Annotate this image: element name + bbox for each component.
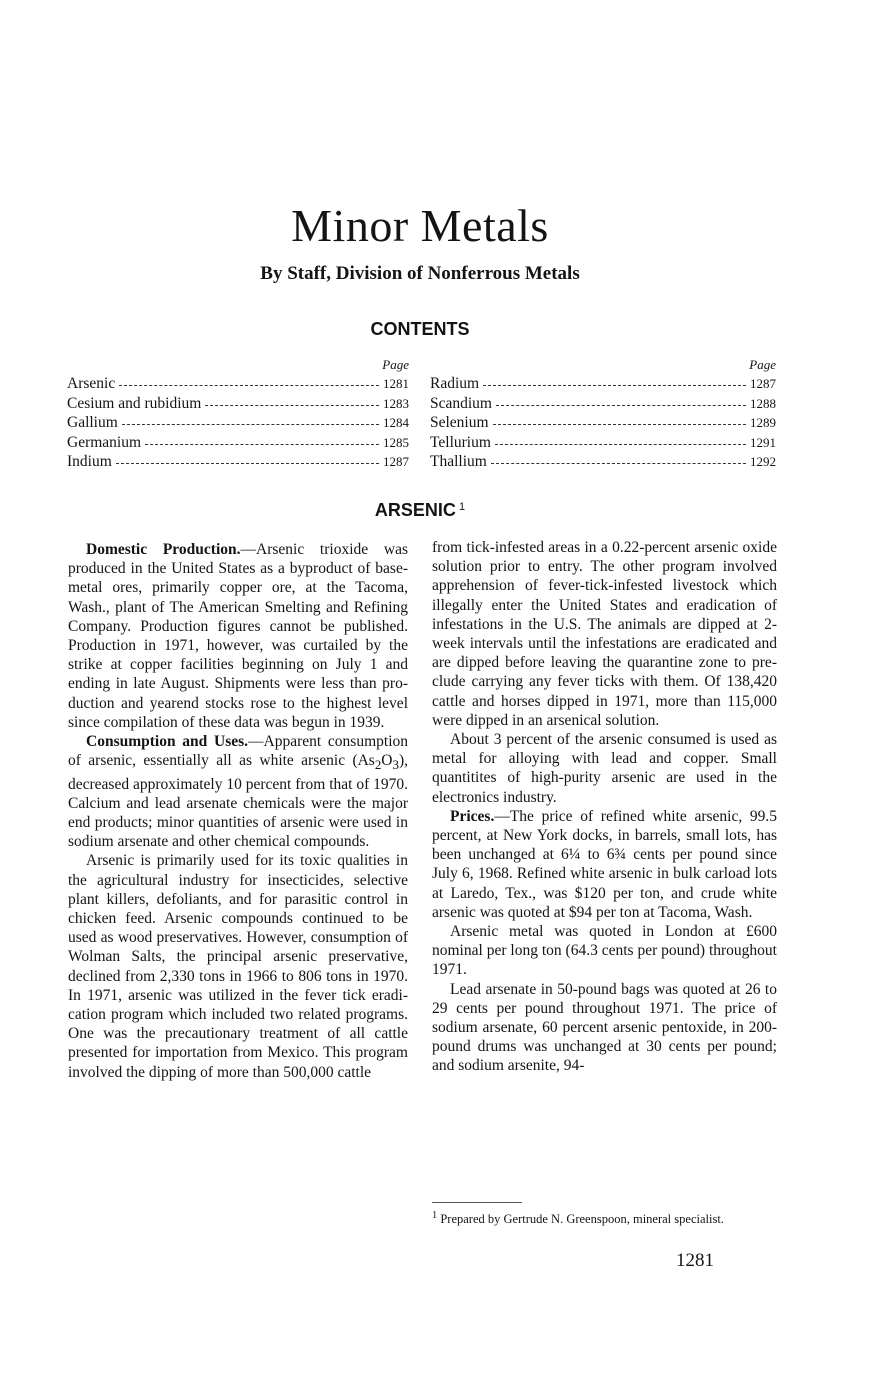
contents-heading: CONTENTS	[370, 319, 470, 339]
paragraph-uses: Arsenic is primarily used for its toxic qualities in the agricultural industry for insecticides, selective plant killers, defoliants, and for parasitic control in chicken feed. Arsenic compounds continued to be used as wood preservatives. However, consumption of Wolman Salts, the principal arsenic preservative, declined from 2,330 tons in 1966 to 806 tons in 1970. In 1971, arsenic was utilized in the fever tick eradication program which included two related programs. One was the precautionary treatment of all cattle presented for importation from Mexico. This program involved the dipping of more than 500,000 cattle	[68, 852, 408, 1081]
paragraph-text: —Arsenic trioxide was produced in the United States as a byproduct of base-metal ores, primarily copper ore, at the Tacoma, Wash., plant of The American Smelting and Refining Company. Production figures cannot be published. Production in 1971, however, was curtailed by the strike at copper facilities beginning on July 1 and ending in late August. Shipments were less than production and yearend stocks rose to the highest level since compilation of these data was begun in 1939.	[68, 541, 408, 731]
page-title: Minor Metals	[291, 199, 549, 251]
byline: By Staff, Division of Nonferrous Metals	[260, 263, 580, 284]
contents-entry-page: 1292	[750, 454, 776, 469]
section-title: ARSENIC	[374, 500, 456, 520]
footnote-divider	[432, 1202, 522, 1203]
leader-dots	[205, 405, 379, 406]
subscript: 3	[392, 757, 399, 773]
run-in-heading: Consumption and Uses.	[86, 733, 249, 751]
leader-dots	[491, 463, 746, 464]
contents-list-left	[67, 357, 409, 473]
text-column-left	[68, 540, 408, 1082]
paragraph-alloying: About 3 percent of the arsenic consumed is used as metal for alloying with lead and copper. Small quantitites of high-purity arsenic are used in the electronics industry.	[432, 731, 777, 806]
leader-dots	[495, 444, 746, 445]
contents-entry-name: Arsenic	[67, 375, 116, 392]
page-number: 1281	[676, 1250, 714, 1271]
page-column-label: Page	[382, 357, 409, 372]
contents-entry-page: 1291	[750, 434, 776, 450]
run-in-heading: Domestic Production.	[86, 541, 241, 558]
leader-dots	[496, 405, 746, 406]
contents-entry-name: Cesium and rubidium	[67, 394, 202, 412]
leader-dots	[145, 444, 379, 445]
contents-entry-page: 1287	[383, 454, 409, 469]
run-in-heading: Prices.	[450, 807, 495, 825]
contents-entry	[67, 434, 409, 454]
contents-entry-name: Gallium	[67, 414, 118, 431]
leader-dots	[116, 463, 379, 464]
contents-entry-page: 1284	[383, 415, 409, 430]
paragraph-continued: from tick-infested areas in a 0.22-percent arsenic oxide solution prior to entry. The other program involved apprehension of fever-tick-infested livestock which illegally enter the United States and eradication of infestations in the U.S. The animals are dipped at 2-week intervals until the infestations are eradicated and are dipped before leaving the quarantine zone to preclude carrying any fever ticks with them. Of 138,420 cattle and horses dipped in 1971, more than 115,000 were dipped in an arsenical solution.	[432, 539, 777, 729]
contents-entry	[67, 375, 409, 395]
section-heading	[0, 500, 840, 521]
paragraph-prices	[432, 807, 777, 922]
paragraph-text: —The price of refined white arsenic, 99.5 percent, at New York docks, in barrels, small lots, has been unchanged at 6¼ to 6¾ cents per pound since July 6, 1968. Refined white arsenic in bulk carload lots at Laredo, Tex., was $120 per ton, and crude white arsenic was quoted at $94 per ton at Tacoma, Wash.	[432, 807, 777, 921]
footnote-text: Prepared by Gertrude N. Greenspoon, mineral specialist.	[440, 1212, 724, 1227]
text-column-right	[432, 538, 777, 1076]
leader-dots	[483, 385, 746, 386]
contents-entry	[430, 375, 776, 395]
footnote-reference: 1	[458, 501, 466, 513]
paragraph-text: O	[381, 752, 393, 770]
contents-entry-page: 1283	[383, 395, 409, 411]
page-column-label: Page	[749, 357, 776, 372]
contents-entry	[67, 453, 409, 473]
leader-dots	[119, 385, 379, 386]
contents-entry	[67, 414, 409, 434]
contents-entry-name: Scandium	[430, 394, 492, 412]
contents-entry-page: 1287	[750, 376, 776, 391]
contents-entry	[430, 395, 776, 415]
paragraph-domestic-production	[68, 540, 408, 732]
contents-entry-name: Indium	[67, 453, 112, 470]
contents-entry	[430, 434, 776, 454]
paragraph-consumption	[68, 732, 408, 851]
contents-entry-name: Germanium	[67, 433, 142, 451]
footnote-mark: 1	[432, 1210, 438, 1221]
contents-entry	[430, 414, 776, 434]
leader-dots	[493, 424, 746, 425]
contents-entry-name: Radium	[430, 375, 480, 392]
contents-entry-page: 1285	[383, 434, 409, 450]
contents-entry-name: Tellurium	[430, 433, 491, 451]
contents-entry-name: Selenium	[430, 414, 489, 431]
contents-entry	[430, 453, 776, 473]
paragraph-text: ), decreased approximately 10 percent from that of 1970. Calcium and lead arsenate chemicals were the major end products; minor quantities of arsenic were used in sodium arsenate and other chemical compounds.	[68, 752, 409, 851]
contents-entry-page: 1288	[750, 395, 776, 411]
contents-entry-page: 1289	[750, 415, 776, 430]
subscript: 2	[374, 757, 382, 773]
contents-entry-name: Thallium	[430, 453, 487, 470]
contents-entry	[67, 395, 409, 415]
paragraph-lead-arsenate: Lead arsenate in 50-pound bags was quoted at 26 to 29 cents per pound throughout 1971. The price of sodium arsenate, 60 percent arsenic pentoxide, in 200-pound drums was unchanged at 30 cents per pound; and sodium arsenite, 94-	[432, 980, 777, 1075]
paragraph-london-price: Arsenic metal was quoted in London at £600 nominal per long ton (64.3 cents per pound) throughout 1971.	[432, 923, 777, 979]
paragraph-text: —Apparent consumption of arsenic, essentially all as white arsenic (As	[68, 733, 408, 770]
contents-entry-page: 1281	[383, 376, 409, 391]
leader-dots	[122, 424, 379, 425]
footnote	[432, 1209, 777, 1226]
contents-list-right	[430, 357, 776, 473]
